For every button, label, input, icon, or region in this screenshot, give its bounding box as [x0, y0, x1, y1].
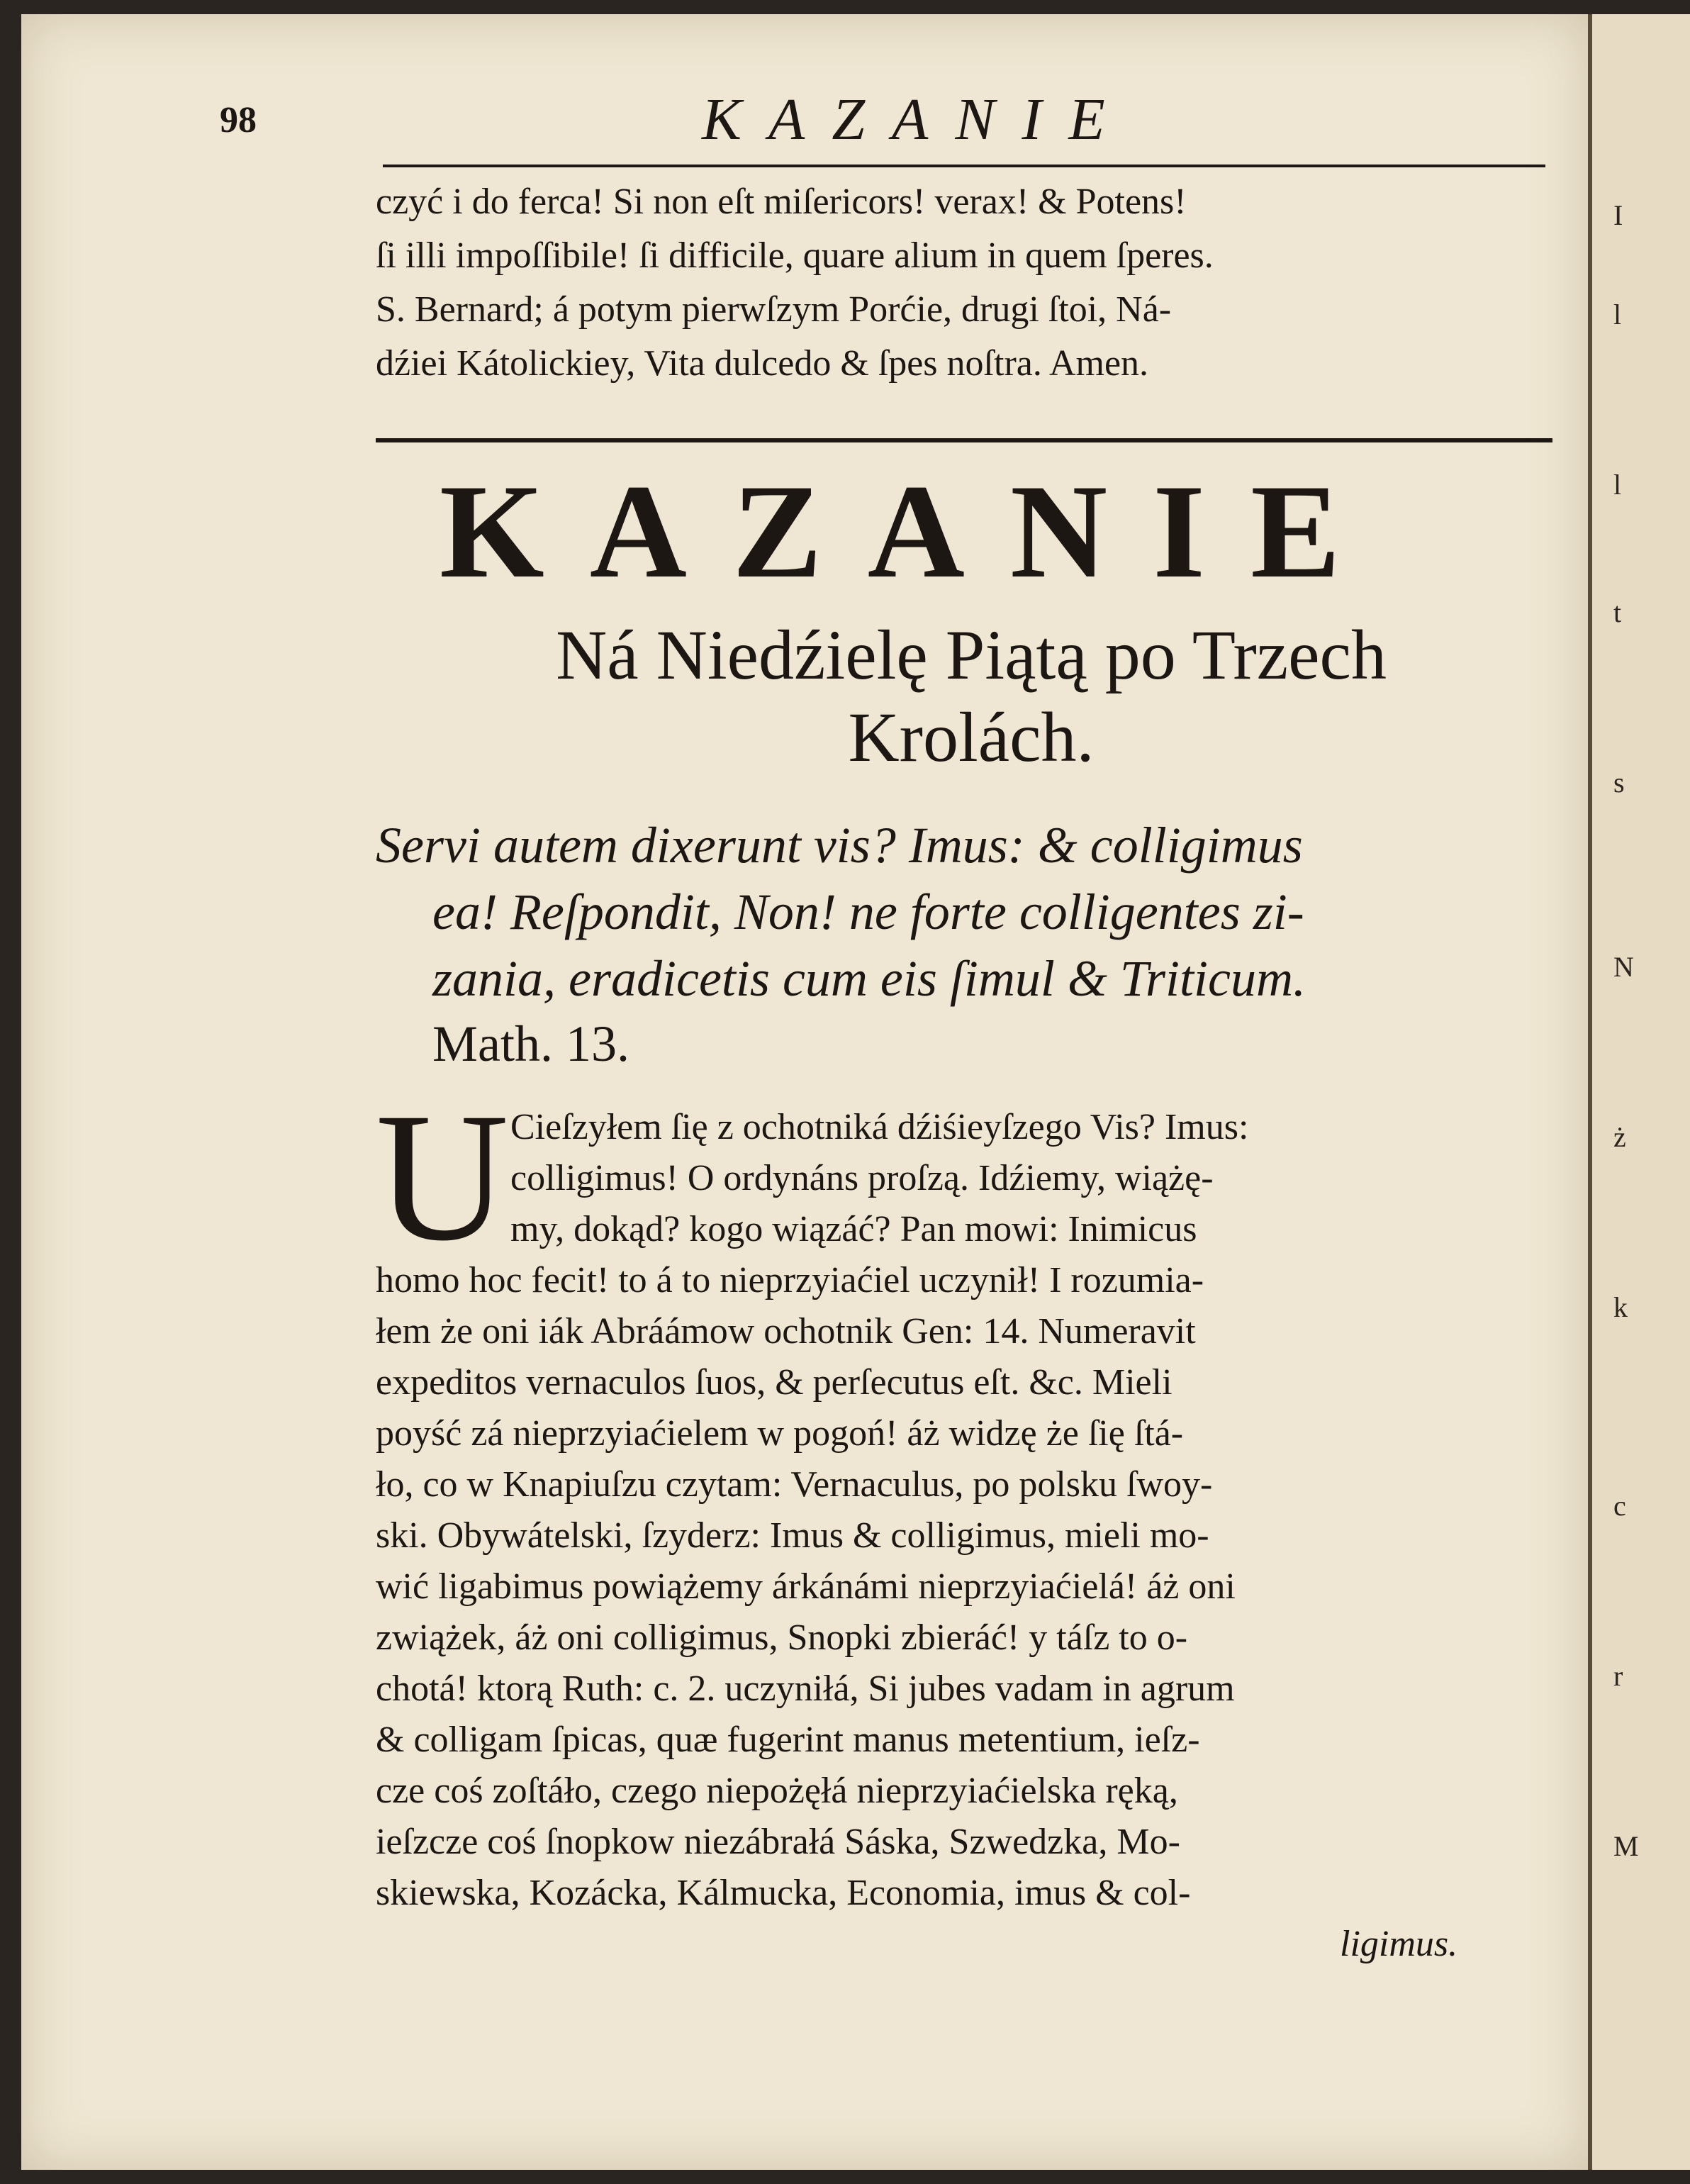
body-line: cze coś zoſtáło, czego niepożęłá nieprzyiaćielska ręką,	[376, 1771, 1178, 1811]
body-line: homo hoc fecit! to á to nieprzyiaćiel uczynił! I rozumia-	[376, 1260, 1204, 1300]
body-line: colligimus! O ordynáns proſzą. Idźiemy, wiążę-	[510, 1158, 1214, 1198]
body-line: poyść zá nieprzyiaćielem w pogoń! áż widzę że ſię ſtá-	[376, 1413, 1184, 1454]
body-line: ieſzcze coś ſnopkow niezábrałá Sáska, Szwedzka, Mo-	[376, 1822, 1180, 1862]
body-line: łem że oni iák Abráámow ochotnik Gen: 14. Numeravit	[376, 1311, 1196, 1352]
body-line: ski. Obywátelski, ſzyderz: Imus & colligimus, mieli mo-	[376, 1515, 1209, 1556]
text-line: S. Bernard; á potym pierwſzym Porćie, drugi ſtoi, Ná-	[376, 289, 1172, 330]
sermon-subtitle-line1: Ná Niedźielę Piątą po Trzech	[556, 615, 1387, 694]
running-title: KAZANIE	[702, 87, 1132, 152]
body-line: zwiążek, áż oni colligimus, Snopki zbieráć! y táſz to o-	[376, 1617, 1188, 1658]
text-line: dźiei Kátolickiey, Vita dulcedo & ſpes noſtra. Amen.	[376, 343, 1149, 384]
verse-reference: Math. 13.	[432, 1015, 629, 1072]
verse-line: ea! Reſpondit, Non! ne forte colligentes zi-	[432, 884, 1304, 940]
body-line: & colligam ſpicas, quæ fugerint manus metentium, ieſz-	[376, 1720, 1200, 1760]
body-line: expeditos vernaculos ſuos, & perſecutus eſt. &c. Mieli	[376, 1362, 1173, 1403]
running-head	[220, 85, 1545, 156]
adjacent-page-edge: I l l t s N ż k c r M	[1588, 14, 1690, 2170]
body-line: chotá! ktorą Ruth: c. 2. uczyniłá, Si jubes vadam in agrum	[376, 1668, 1235, 1709]
text-line: ſi illi impoſſibile! ſi difficile, quare alium in quem ſperes.	[376, 235, 1214, 276]
drop-cap: U	[376, 1075, 509, 1279]
body-line: wić ligabimus powiążemy árkánámi nieprzyiaćielá! áż oni	[376, 1566, 1236, 1607]
sermon-heading: KAZANIE	[440, 457, 1386, 606]
verse-line: zania, eradicetis cum eis ſimul & Triticum.	[432, 950, 1306, 1007]
body-line: ło, co w Knapiuſzu czytam: Vernaculus, po polsku ſwoy-	[376, 1464, 1213, 1505]
body-line: my, dokąd? kogo wiązáć? Pan mowi: Inimicus	[510, 1209, 1197, 1249]
body-line: Cieſzyłem ſię z ochotniká dźiśieyſzego Vis? Imus:	[510, 1107, 1249, 1147]
header-rule	[383, 165, 1545, 167]
sermon-subtitle-line2: Krolách.	[848, 698, 1095, 776]
text-line: czyć i do ferca! Si non eſt miſericors! verax! & Potens!	[376, 182, 1187, 222]
body-line: skiewska, Kozácka, Kálmucka, Economia, imus & col-	[376, 1873, 1191, 1913]
verse-line: Servi autem dixerunt vis? Imus: & colligimus	[376, 817, 1303, 874]
body-line: ligimus.	[1340, 1924, 1458, 1964]
page-number: 98	[220, 100, 257, 140]
section-rule	[376, 438, 1552, 442]
